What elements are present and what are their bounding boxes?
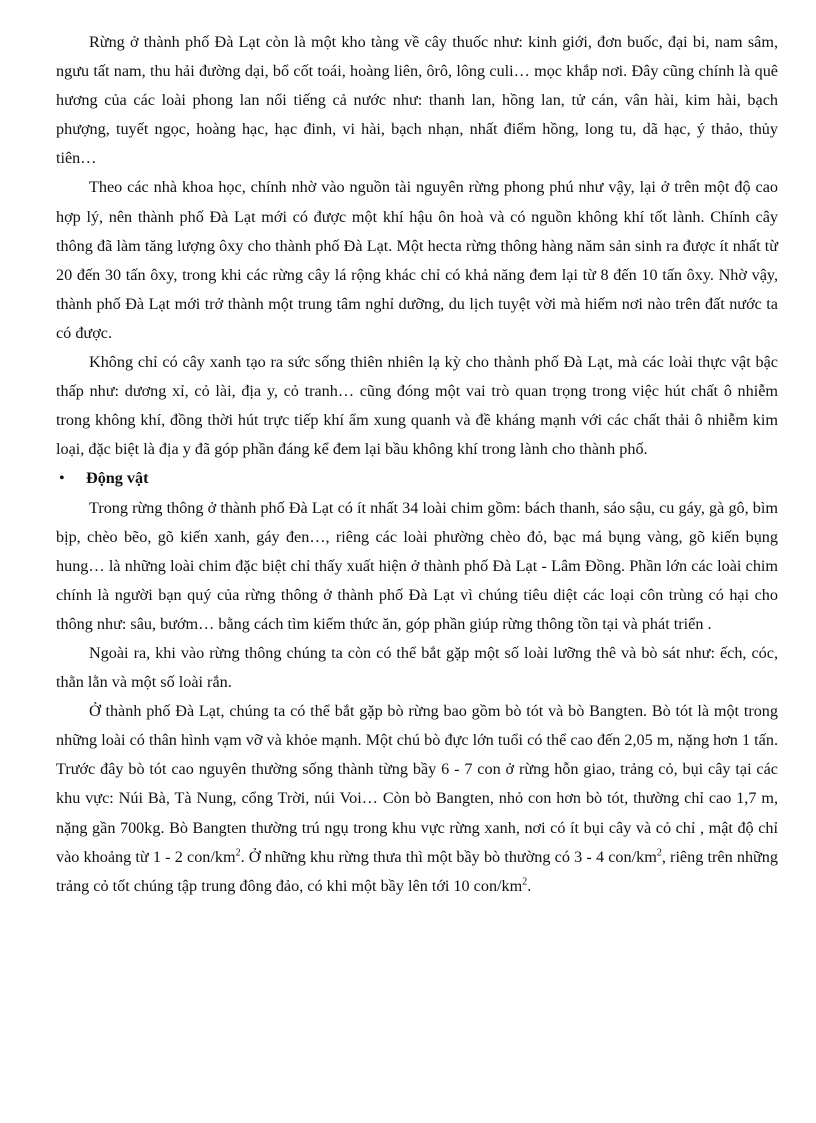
paragraph-wild-cattle <box>56 697 778 901</box>
wild-cattle-text-1: Ở thành phố Đà Lạt, chúng ta có thể bắt gặp bò rừng bao gồm bò tót và bò Bangten. Bò tót là một trong những loài có thân hình vạm vỡ và khỏe mạnh. Một chú bò đực lớn tuổi có thể cao đến 2,05 m, nặng hơn 1 tấn. Trước đây bò tót cao nguyên thường sống thành từng bầy 6 - 7 con ở rừng hỗn giao, trảng cỏ, bụi cây tại các khu vực: Núi Bà, Tà Nung, cổng Trời, núi Voi… Còn bò Bangten, nhỏ con hơn bò tót, thường chỉ cao 1,7 m, nặng gần 700kg. Bò Bangten thường trú ngụ trong khu vực rừng xanh, nơi có ít bụi cây và cỏ chỉ , mật độ chỉ vào khoảng từ 1 - 2 con/km <box>56 702 778 866</box>
superscript-3: 2 <box>522 876 528 888</box>
section-heading-animals <box>56 464 778 493</box>
wild-cattle-text-2: . Ở những khu rừng thưa thì một bầy bò thường có 3 - 4 con/km <box>240 847 657 866</box>
paragraph-birds: Trong rừng thông ở thành phố Đà Lạt có ít nhất 34 loài chim gồm: bách thanh, sáo sậu, cu gáy, gà gô, bìm bịp, chèo bẽo, gõ kiến xanh, gáy đen…, riêng các loài phường chèo đỏ, bạc má bụng vàng, gõ kiến bụng hung… là những loài chim đặc biệt chỉ thấy xuất hiện ở thành phố Đà Lạt - Lâm Đồng. Phần lớn các loài chim chính là người bạn quý của rừng thông ở thành phố Đà Lạt vì chúng tiêu diệt các loại côn trùng có hại cho thông như: sâu, bướm… bằng cách tìm kiếm thức ăn, góp phần giúp rừng thông tồn tại và phát triển . <box>56 498 778 633</box>
paragraph-lower-plants: Không chỉ có cây xanh tạo ra sức sống thiên nhiên lạ kỳ cho thành phố Đà Lạt, mà các loài thực vật bậc thấp như: dương xỉ, cỏ lài, địa y, cỏ tranh… cũng đóng một vai trò quan trọng trong việc hút chất ô nhiễm trong không khí, đồng thời hút trực tiếp khí ẩm xung quanh và đề kháng mạnh với các chất thải ô nhiễm kim loại, đặc biệt là địa y đã góp phần đáng kể đem lại bầu không khí trong lành cho thành phố. <box>56 353 778 459</box>
superscript-2: 2 <box>656 847 662 859</box>
paragraph-climate: Theo các nhà khoa học, chính nhờ vào nguồn tài nguyên rừng phong phú như vậy, lại ở trên một độ cao hợp lý, nên thành phố Đà Lạt mới có được một khí hậu ôn hoà và có nguồn không khí tốt lành. Chính cây thông đã làm tăng lượng ôxy cho thành phố Đà Lạt. Một hecta rừng thông hàng năm sản sinh ra được ít nhất từ 20 đến 30 tấn ôxy, trong khi các rừng cây lá rộng khác chỉ có khả năng đem lại từ 8 đến 10 tấn ôxy. Nhờ vậy, thành phố Đà Lạt mới trở thành một trung tâm nghỉ dưỡng, du lịch tuyệt vời mà hiếm nơi nào trên đất nước ta có được. <box>56 178 778 342</box>
document-page <box>56 28 778 901</box>
bullet-icon: • <box>59 469 65 488</box>
wild-cattle-text-3: , riêng trên những trảng cỏ tốt chúng tập trung đông đảo, có khi một bầy lên tới 10 con/km <box>56 847 778 895</box>
paragraph-amphibians: Ngoài ra, khi vào rừng thông chúng ta còn có thể bắt gặp một số loài lưỡng thê và bò sát như: ếch, cóc, thằn lằn và một số loài rắn. <box>56 643 778 692</box>
section-heading-label: Động vật <box>86 469 149 488</box>
paragraph-medicinal-plants: Rừng ở thành phố Đà Lạt còn là một kho tàng về cây thuốc như: kinh giới, đơn buốc, đại bi, nam sâm, ngưu tất nam, thu hải đường dại, bổ cốt toái, hoàng liên, ôrô, lông culi… mọc khắp nơi. Đây cũng chính là quê hương của các loài phong lan nổi tiếng cả nước như: thanh lan, hồng lan, tử cán, vân hài, kim hài, bạch phượng, tuyết ngọc, hoàng hạc, hạc đinh, vi hài, bạch nhạn, nhất điểm hồng, long tu, dã hạc, ý thảo, thủy tiên… <box>56 33 778 168</box>
wild-cattle-text-end: . <box>527 876 532 895</box>
superscript-1: 2 <box>235 847 241 859</box>
